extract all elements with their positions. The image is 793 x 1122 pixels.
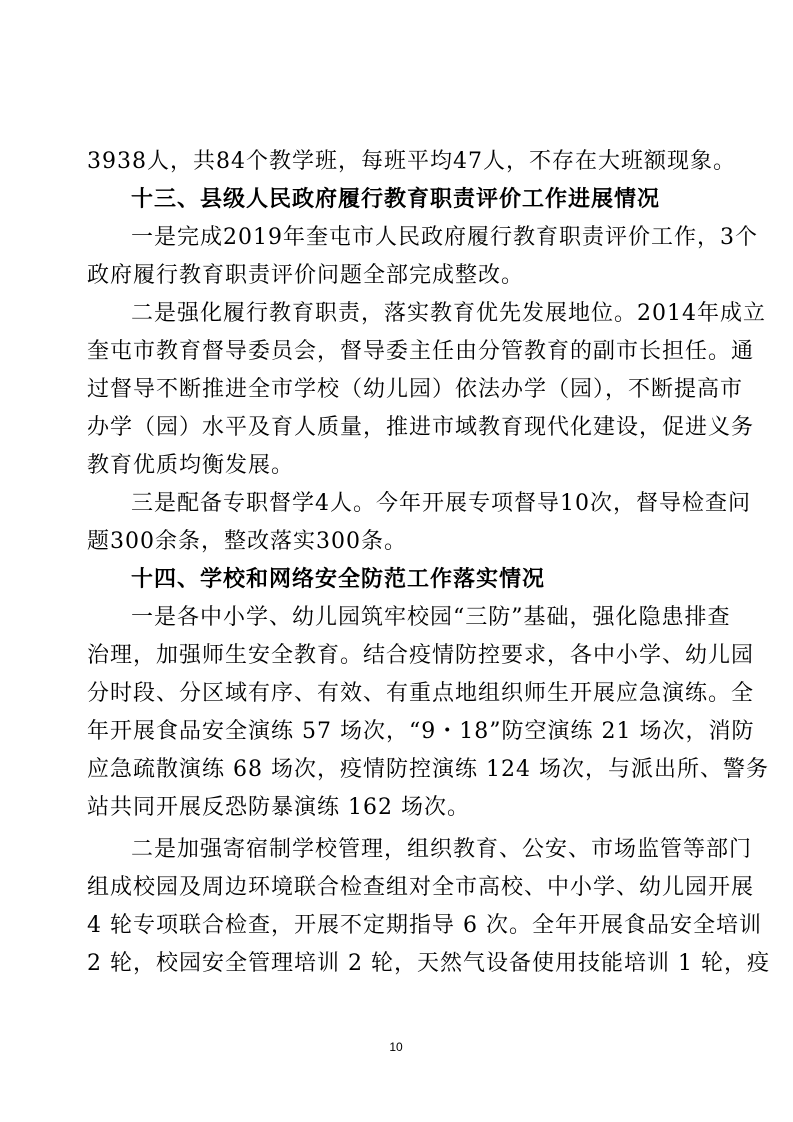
paragraph-line: 站共同开展反恐防暴演练 162 场次。: [87, 795, 470, 820]
paragraph-line: 二是加强寄宿制学校管理，组织教育、公安、市场监管等部门: [131, 837, 753, 862]
paragraph-line: 2 轮，校园安全管理培训 2 轮，天然气设备使用技能培训 1 轮，疫: [87, 951, 770, 976]
paragraph-line: 政府履行教育职责评价问题全部完成整改。: [87, 263, 525, 288]
section-heading-13: 十三、县级人民政府履行教育职责评价工作进展情况: [131, 187, 661, 212]
paragraph-line: 题300余条，整改落实300条。: [87, 529, 407, 554]
paragraph-line: 应急疏散演练 68 场次，疫情防控演练 124 场次，与派出所、警务: [87, 757, 769, 782]
page-number: 10: [389, 1040, 403, 1054]
paragraph-line: 治理，加强师生安全教育。结合疫情防控要求，各中小学、幼儿园: [87, 643, 755, 668]
paragraph-line: 3938人，共84个教学班，每班平均47人，不存在大班额现象。: [87, 149, 736, 174]
paragraph-line: 过督导不断推进全市学校（幼儿园）依法办学（园），不断提高市: [87, 377, 744, 402]
paragraph-line: 一是各中小学、幼儿园筑牢校园“三防”基础，强化隐患排查: [131, 605, 731, 630]
paragraph-line: 4 轮专项联合检查，开展不定期指导 6 次。全年开展食品安全培训: [87, 913, 762, 938]
paragraph-line: 三是配备专职督学4人。今年开展专项督导10次，督导检查问: [131, 491, 751, 516]
paragraph-line: 奎屯市教育督导委员会，督导委主任由分管教育的副市长担任。通: [87, 339, 755, 364]
paragraph-line: 教育优质均衡发展。: [87, 453, 295, 478]
paragraph-line: 二是强化履行教育职责，落实教育优先发展地位。2014年成立: [131, 301, 766, 326]
paragraph-line: 组成校园及周边环境联合检查组对全市高校、中小学、幼儿园开展: [87, 875, 755, 900]
paragraph-line: 一是完成2019年奎屯市人民政府履行教育职责评价工作，3个: [131, 225, 758, 250]
paragraph-line: 年开展食品安全演练 57 场次，“9・18”防空演练 21 场次，消防: [87, 719, 755, 744]
paragraph-line: 办学（园）水平及育人质量，推进市域教育现代化建设，促进义务: [87, 415, 755, 440]
section-heading-14: 十四、学校和网络安全防范工作落实情况: [131, 567, 546, 592]
paragraph-line: 分时段、分区域有序、有效、有重点地组织师生开展应急演练。全: [87, 681, 755, 706]
